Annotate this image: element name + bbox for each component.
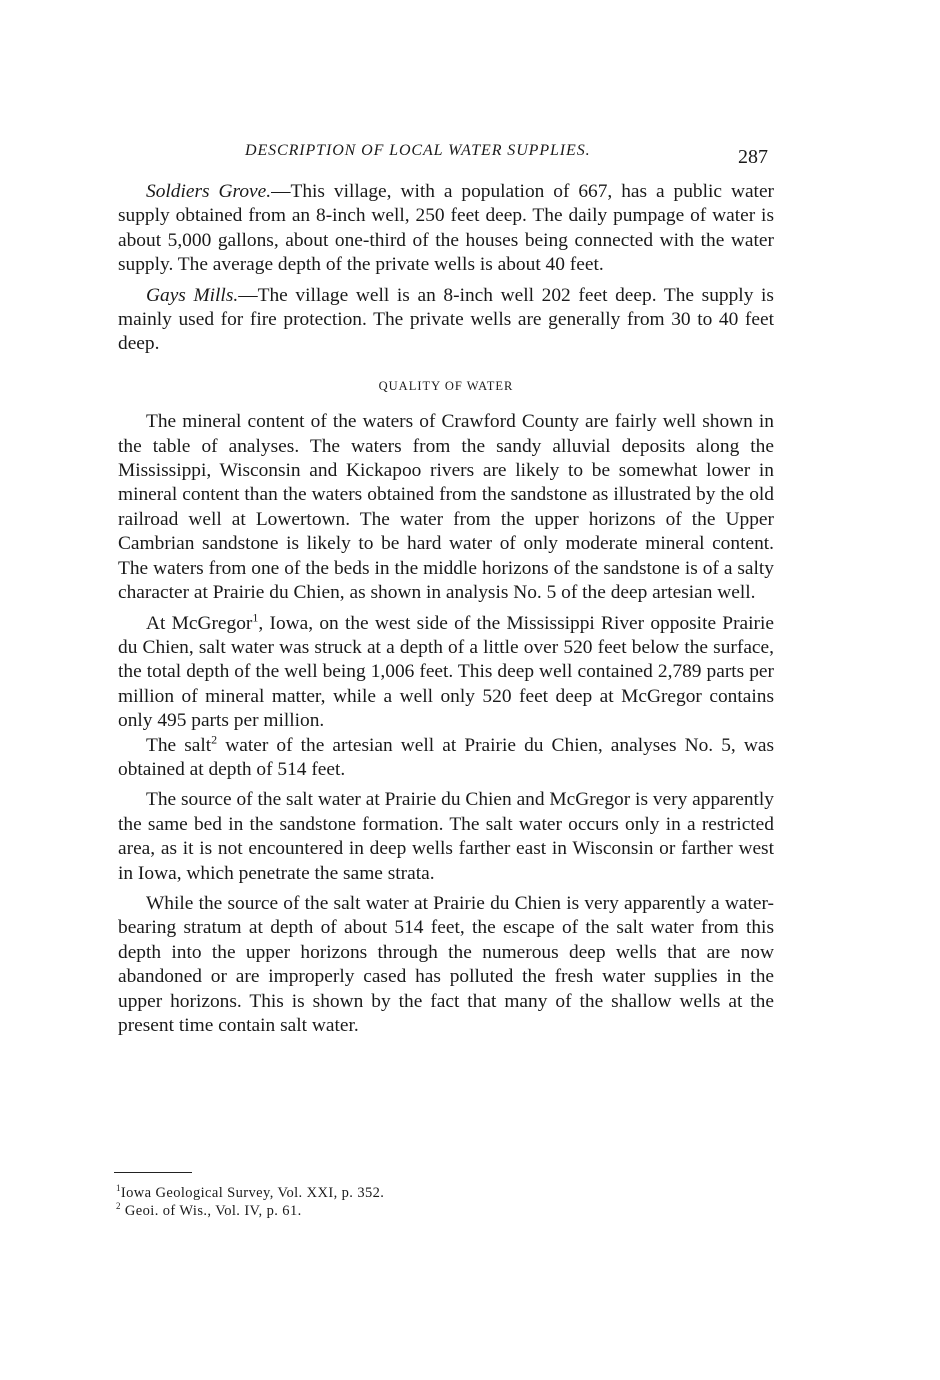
paragraph-gays-mills (118, 284, 774, 357)
footnote-ref-1: 1 (252, 610, 259, 625)
text-mcgregor-after: , Iowa, on the west side of the Mississippi River opposite Prairie du Chien, salt water was struck at a depth of a little over 520 feet below the surface, the total depth of the well being 1,006 feet. This deep well contained 2,789 parts per million of mineral matter, while a well only 520 feet deep at McGregor contains only 495 parts per million. (118, 612, 774, 732)
footnote-ref-2: 2 (211, 732, 218, 747)
running-head: DESCRIPTION OF LOCAL WATER SUPPLIES. (245, 142, 591, 159)
footnotes (116, 1185, 384, 1220)
footnote-rule (114, 1172, 192, 1173)
page-number: 287 (738, 146, 768, 168)
footnote-text-1: Iowa Geological Survey, Vol. XXI, p. 352. (120, 1185, 385, 1201)
text-salt-before: The salt (146, 734, 212, 756)
body-text (118, 180, 774, 1038)
paragraph-salt-water (118, 734, 774, 783)
lead-gays-mills: Gays Mills. (146, 284, 239, 306)
section-heading: QUALITY OF WATER (378, 378, 514, 393)
paragraph-escape: While the source of the salt water at Prairie du Chien is very apparently a water-bearing stratum at depth of about 514 feet, the escape of the salt water from this depth into the upper horizons through the numerous deep wells that are now abandoned or are improperly cased has polluted the fresh water supplies in the upper horizons. This is shown by the fact that many of the shallow wells at the present time contain salt water. (118, 892, 774, 1036)
text-mcgregor-before: At McGregor (146, 612, 253, 634)
footnote-text-2: Geoi. of Wis., Vol. IV, p. 61. (120, 1202, 302, 1219)
text-salt-after: water of the artesian well at Prairie du Chien, analyses No. 5, was obtained at depth of 514 feet. (118, 734, 774, 780)
lead-soldiers-grove: Soldiers Grove. (146, 181, 272, 202)
footnote-1 (116, 1185, 384, 1203)
footnote-mark-1: 1 (116, 1183, 121, 1194)
footnote-2 (116, 1200, 384, 1221)
paragraph-soldiers-grove (118, 180, 774, 278)
paragraph-mineral-content: The mineral content of the waters of Crawford County are fairly well shown in the table of analyses. The waters from the sandy alluvial deposits along the Mississippi, Wisconsin and Kickapoo rivers are likely to be somewhat lower in mineral content than the waters obtained from the sandstone as illustrated by the old railroad well at Lowertown. The water from the upper horizons of the Upper Cambrian sandstone is likely to be hard water of only moderate mineral content. The waters from one of the beds in the middle horizons of the sandstone is of a salty character at Prairie du Chien, as shown in analysis No. 5 of the deep artesian well. (118, 411, 774, 604)
text-gays-mills: —The village well is an 8-inch well 202 feet deep. The supply is mainly used for fire protection. The private wells are generally from 30 to 40 feet deep. (118, 284, 774, 355)
paragraph-source: The source of the salt water at Prairie du Chien and McGregor is very apparently the same bed in the sandstone formation. The salt water occurs only in a restricted area, as it is not encountered in deep wells farther east in Wisconsin or farther west in Iowa, which penetrate the same strata. (118, 789, 774, 884)
footnote-mark-2: 2 (116, 1200, 121, 1211)
paragraph-mcgregor (118, 612, 774, 734)
text-soldiers-grove: —This village, with a population of 667, has a public water supply obtained from an 8-inch well, 250 feet deep. The daily pumpage of water is about 5,000 gallons, about one-third of the houses being connected with the water supply. The average depth of the private wells is about 40 feet. (118, 181, 775, 276)
